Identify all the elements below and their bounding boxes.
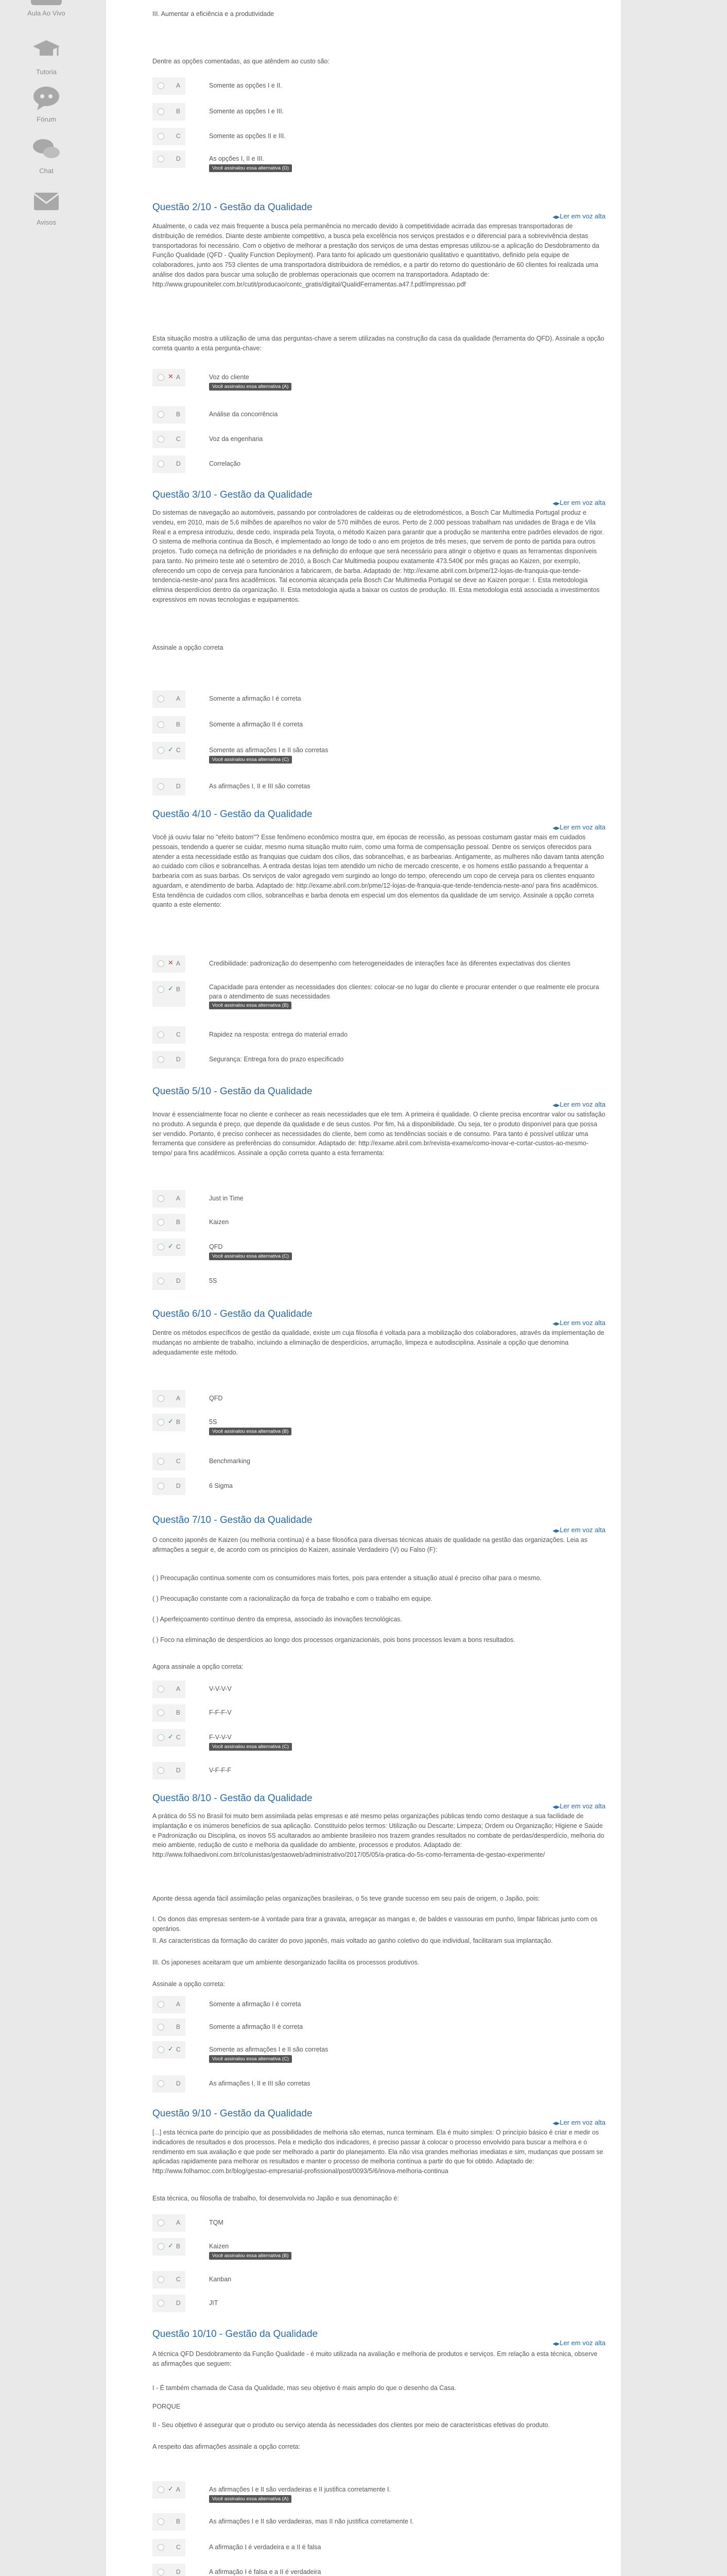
option-d[interactable]: D As opções I, II e III. Você assinalou essa alternativa (D) [152, 150, 605, 168]
option-b[interactable]: ✓ B Kaizen Você assinalou essa alternativa (B) [152, 2238, 605, 2256]
option-text: Somente a afirmação II é correta [209, 2023, 303, 2030]
main-content [106, 0, 621, 2576]
option-text: TQM [209, 2219, 223, 2226]
option-a[interactable]: A Somente a afirmação I é correta [152, 1996, 605, 2013]
radio-button[interactable] [158, 411, 164, 418]
mail-icon [31, 185, 62, 216]
radio-button[interactable] [158, 2001, 164, 2008]
read-aloud-link[interactable]: ◀▶ Ler em voz alta [552, 1319, 605, 1327]
option-text: A afirmação I é falsa e a II é verdadeira [209, 2568, 321, 2575]
question-title: Questão 8/10 - Gestão da Qualidade [152, 1793, 313, 1804]
radio-button[interactable] [158, 1395, 164, 1402]
check-icon: ✓ [168, 745, 174, 753]
sidebar-item-live-class[interactable] [0, 0, 93, 17]
option-text: As afirmações I, II e III são corretas [209, 783, 310, 790]
selected-badge: Você assinalou essa alternativa (A) [209, 2495, 291, 2503]
read-aloud-link[interactable]: ◀▶ Ler em voz alta [552, 212, 605, 220]
question-prompt: Esta situação mostra a utilização de uma das perguntas-chave a serem utilizadas na construção da casa da qualidade (ferramenta do QFD). Assinale a opção correta quanto a esta pergunta-chave: [152, 335, 604, 352]
option-text: Kaizen [209, 1218, 229, 1226]
radio-button[interactable] [158, 696, 164, 702]
option-text: Somente as opções II e III. [209, 132, 286, 140]
radio-button[interactable] [158, 1195, 164, 1202]
option-text: Credibilidade: padronização do desempenho com heterogeneidades de interações face às diferentes expectativas dos clientes [209, 960, 570, 967]
radio-button[interactable] [158, 1278, 164, 1284]
question-prompt: Esta técnica, ou filosofia de trabalho, foi desenvolvida no Japão e sua denominação é: [152, 2195, 399, 2202]
option-a[interactable]: ✕ A Credibilidade: padronização do desempenho com heterogeneidades de interações face às diferentes expectativas dos clientes [152, 955, 605, 973]
radio-button[interactable] [158, 2243, 164, 2250]
radio-button[interactable] [158, 2219, 164, 2226]
selected-badge: Você assinalou essa alternativa (B) [209, 2252, 291, 2260]
option-c[interactable]: ✓ C QFD Você assinalou essa alternativa (C) [152, 1239, 605, 1256]
chat-icon [31, 134, 62, 165]
question-text: Inovar é essencialmente focar no cliente e conhecer as reais necessidades que ele tem. A primeira é qualidade. O cliente precisa encontrar valor ou satisfação no produto. A segunda é preço, que depende da qualidade e de seus custos. Por fim, há a disponibilidade. Ou seja, ter o produto disponível para que possa ser vendido. Portanto, é preciso conhecer as necessidades do cliente, bem como as tendências sociais e de consumo. Para tanto é possível utilizar uma ferramenta que considere as preferências do consumidor. Adaptado de: http://exame.abril.com.br/revista-exame/como-inovar-e-cortar-custos-ao-mesmo-tempo/ para fins acadêmicos. Assinale a opção correta quanto a esta ferramenta: [152, 1111, 605, 1157]
option-text: As afirmações I e II são verdadeiras, mas II não justifica corretamente I. [209, 2518, 414, 2525]
option-text: Somente a afirmação I é correta [209, 695, 301, 702]
option-text: F-F-F-V [209, 1709, 232, 1716]
option-text: Somente a afirmação I é correta [209, 2001, 301, 2008]
statement: ( ) Preocupação constante com a racionalização da força de trabalho e com o trabalho em equipe. [152, 1595, 433, 1602]
radio-button[interactable] [158, 1734, 164, 1741]
option-c[interactable]: C A afirmação I é verdadeira e a II é falsa [152, 2539, 605, 2556]
option-b[interactable]: B Análise da concorrência [152, 406, 605, 423]
option-text: V-F-F-F [209, 1767, 232, 1774]
tutor-icon [31, 35, 62, 66]
option-d[interactable]: D 6 Sigma [152, 1478, 605, 1495]
sidebar-item-label: Avisos [36, 218, 57, 226]
radio-button[interactable] [158, 1483, 164, 1489]
option-c[interactable]: C Rapidez na resposta: entrega do material errado [152, 1026, 605, 1044]
option-d[interactable]: D 5S [152, 1273, 605, 1290]
statement: ( ) Preocupação contínua somente com os consumidores mais fortes, pois para entender a situação atual é preciso olhar para o mesmo. [152, 1574, 542, 1582]
sidebar-item-label: Aula Ao Vivo [27, 9, 65, 17]
option-text: QFD [209, 1395, 223, 1402]
radio-button[interactable] [158, 108, 164, 115]
question-text: Dentre os métodos específicos de gestão da qualidade, existe um cuja filosofia é voltada para a mobilização dos colaboradores, através da implementação de mudanças no ambiente de trabalho, incluindo a eliminação de desperdícios, arrumação, limpeza e autodisciplina. Assinale a opção que denomina adequadamente este método. [152, 1329, 604, 1356]
option-text: Somente as afirmações I e II são corretas [209, 747, 328, 754]
sidebar [0, 0, 93, 2576]
radio-button[interactable] [158, 2300, 164, 2307]
selected-badge: Você assinalou essa alternativa (C) [209, 756, 292, 764]
radio-button[interactable] [158, 436, 164, 443]
check-icon: ✓ [168, 2242, 174, 2249]
option-text: Somente a afirmação II é correta [209, 721, 303, 728]
forum-icon [31, 82, 62, 113]
option-text: JIT [209, 2299, 218, 2307]
option-text: As afirmações I, II e III são corretas [209, 2080, 310, 2087]
question-text: A técnica QFD Desdobramento da Função Qualidade - é muito utilizada na avaliação e melhoria de produtos e serviços. Em relação a esta técnica, observe as afirmações que seguem: [152, 2350, 598, 2367]
read-aloud-link[interactable]: ◀▶ Ler em voz alta [552, 1802, 605, 1810]
radio-button[interactable] [158, 1031, 164, 1038]
option-c[interactable]: C Benchmarking [152, 1453, 605, 1470]
statement: II - Seu objetivo é assegurar que o produto ou serviço atenda às necessidades dos clientes por meio de características efetivas do produto. [152, 2421, 550, 2429]
option-text: Capacidade para entender as necessidades dos clientes: colocar-se no lugar do cliente e procurar entender o que realmente ele procura para o atendimento de suas necessidades [209, 984, 599, 1000]
selected-badge: Você assinalou essa alternativa (C) [209, 2055, 292, 2063]
option-b[interactable]: B Somente as opções I e III. [152, 103, 605, 121]
statement: ( ) Foco na eliminação de desperdícios ao longo dos processos organizacionais, pois bons processos levam a bons resultados. [152, 1636, 515, 1643]
option-b[interactable]: B As afirmações I e II são verdadeiras, mas II não justifica corretamente I. [152, 2513, 605, 2531]
option-b[interactable]: ✓ B 5S Você assinalou essa alternativa (B) [152, 1414, 605, 1431]
option-text: As afirmações I e II são verdadeiras e II justifica corretamente I. [209, 2486, 391, 2493]
check-icon: ✓ [168, 985, 174, 992]
question-text: A prática do 5S no Brasil foi muito bem assimilada pelas empresas e até mesmo pelas organizações públicas tendo como destaque a sua facilidade de implantação e os inúmeros benefícios de sua aplicação. Constituído pelos termos: Utilização ou Descarte; Limpeza; Ordem ou Organização; Higiene e Saúde e Padronização ou Disciplina, os inovos 5S acultarados ao ambiente brasileiro nos trazem grandes resultados no combate de perdas/desperdício, melhoria do meio ambiente, redução de custo e melhoria da qualidade do ambiente, processos e produtos. Adaptado de: http://www.folhaedivoni.com.br/colunistas/gestaoweb/administrativo/2017/05/05/a-pratica-do-5s-como-ferramenta-de-gestao-experimente/ [152, 1812, 604, 1858]
statement: I. Os donos das empresas sentem-se à vontade para tirar a gravata, arregaçar as mangas e, de baldes e vassouras em punho, limpar fábricas junto com os operários. [152, 1916, 598, 1933]
option-c[interactable]: C Kanban [152, 2271, 605, 2289]
option-d[interactable]: D As afirmações I, II e III são corretas [152, 778, 605, 795]
radio-button[interactable] [158, 1244, 164, 1250]
option-a[interactable]: ✕ A Voz do cliente Você assinalou essa alternativa (A) [152, 369, 605, 386]
sidebar-item-label: Fórum [37, 115, 56, 123]
option-b[interactable]: B Somente a afirmação II é correta [152, 2019, 605, 2036]
option-text: Correlação [209, 460, 241, 467]
radio-button[interactable] [158, 2569, 164, 2575]
radio-button[interactable] [158, 1419, 164, 1426]
live-class-icon [31, 0, 62, 5]
radio-button[interactable] [158, 747, 164, 754]
selected-badge: Você assinalou essa alternativa (D) [209, 164, 292, 172]
option-text: Benchmarking [209, 1458, 250, 1465]
radio-button[interactable] [158, 783, 164, 790]
option-a[interactable]: A TQM [152, 2214, 605, 2232]
wrong-icon: ✕ [168, 959, 174, 967]
option-b[interactable]: ✓ B Capacidade para entender as necessidades dos clientes: colocar-se no lugar do cliente e procurar entender o que realmente ele procura para o atendimento de suas necessidades Você assinalou essa alternativa (B) [152, 981, 605, 1007]
option-d[interactable]: D As afirmações I, II e III são corretas [152, 2075, 605, 2093]
sidebar-item-label: Tutoria [36, 68, 57, 76]
radio-button[interactable] [158, 2518, 164, 2525]
option-text: Segurança: Entrega fora do prazo especificado [209, 1056, 344, 1063]
option-text: 6 Sigma [209, 1482, 233, 1489]
option-text: A afirmação I é verdadeira e a II é falsa [209, 2544, 321, 2551]
statement: Aponte dessa agenda fácil assimilação pelas organizações brasileiras, o 5s teve grande sucesso em seu país de origem, o Japão, pois: [152, 1895, 540, 1902]
sidebar-item-label: Chat [39, 167, 54, 175]
selected-badge: Você assinalou essa alternativa (C) [209, 1252, 292, 1260]
selected-badge: Você assinalou essa alternativa (A) [209, 383, 291, 391]
option-text: Kaizen [209, 2243, 229, 2250]
question-text: [...] esta técnica parte do princípio que as possibilidades de melhoria são eternas, nunca terminam. Ela é muito simples: O princípio básico é criar e medir os indicadores de resultados e dos processos. Pela e medição dos indicadores, é preciso passar à colocar o processo envolvido para buscar a melhora e o rendimento em sua avaliação e que pode ser melhorado a partir do planejamento. Ela não visa grandes melhorias imediatas e sim, mudanças que possam se aplicadas rapidamente para melhorar os resultados e manter o processo de melhoria contínua a partir do que foi obtido. Adaptado de: http://www.folhamoc.com.br/blog/gestao-empresarial-profissional/post/0093/5/6/inova-melhoria-continua [152, 2129, 603, 2175]
option-text: Somente as afirmações I e II são corretas [209, 2046, 328, 2053]
option-text: F-V-V-V [209, 1734, 232, 1741]
option-d[interactable]: D Segurança: Entrega fora do prazo especificado [152, 1051, 605, 1069]
option-d[interactable]: D Correlação [152, 455, 605, 473]
question-title: Questão 3/10 - Gestão da Qualidade [152, 489, 313, 500]
option-text: Análise da concorrência [209, 411, 278, 418]
question-text: Você já ouviu falar no "efeito batom"? Esse fenômeno econômico mostra que, em épocas de recessão, as pessoas costumam gastar mais em cuidados pessoais, tendendo a querer se cuidar, mesmo numa situação muito ruim, como uma forma de compensação pessoal. Dentre os serviços oferecidos para atender a esta necessidade estão as franquias que cuidam dos cílios, das sobrancelhas, e as barbearias. Antigamente, as mulheres não davam tanta atenção ao cuidado com cílios e sobrancelhas. A entrada destas lojas tem atendido um nicho de mercado crescente, e os homens estão passando a frequentar a barbearia com as suas barbas. Os serviços de valor agregado vem surgindo ao longo do tempo, oferecendo um copo de cerveja para os clientes enquanto aguardam, e atendimento de barba. Adaptado de: http://exame.abril.com.br/pme/12-lojas-de-franquia-que-tende-tendencia-neste-ano/ para fins acadêmicos. Esta tendência de cuidados com cílios, sobrancelhas e barba denota em especial um dos elementos da qualidade de um serviço. Assinale a opção correta quanto a este elemento: [152, 834, 604, 909]
option-c[interactable]: ✓ C Somente as afirmações I e II são corretas Você assinalou essa alternativa (C) [152, 742, 605, 759]
read-aloud-link[interactable]: ◀▶ Ler em voz alta [552, 499, 605, 506]
radio-button[interactable] [158, 2276, 164, 2283]
read-aloud-link[interactable]: ◀▶ Ler em voz alta [552, 1526, 605, 1534]
option-d[interactable]: D JIT [152, 2295, 605, 2312]
statement: PORQUE [152, 2403, 181, 2410]
option-b[interactable]: B Kaizen [152, 1214, 605, 1231]
option-text: Rapidez na resposta: entrega do material errado [209, 1031, 348, 1038]
radio-button[interactable] [158, 461, 164, 467]
option-text: V-V-V-V [209, 1685, 232, 1692]
option-text: Somente as opções I e II. [209, 82, 282, 89]
option-text: Just in Time [209, 1195, 244, 1202]
option-b[interactable]: B F-F-F-V [152, 1704, 605, 1722]
question-prompt: Assinale a opção correta: [152, 1980, 226, 1988]
option-text: As opções I, II e III. [209, 155, 264, 162]
statement: III. Os japoneses aceitaram que um ambiente desorganizado facilita os processos produtivos. [152, 1959, 420, 1966]
option-c[interactable]: C Somente as opções II e III. [152, 128, 605, 145]
option-text: 5S [209, 1277, 217, 1284]
sidebar-item-notices[interactable] [0, 185, 93, 226]
radio-button[interactable] [158, 986, 164, 993]
option-c[interactable]: C Voz da engenharia [152, 431, 605, 448]
read-aloud-link[interactable]: ◀▶ Ler em voz alta [552, 823, 605, 831]
question-text: III. Aumentar a eficiência e a produtividade [152, 10, 274, 18]
read-aloud-link[interactable]: ◀▶ Ler em voz alta [552, 2339, 605, 2347]
question-title: Questão 4/10 - Gestão da Qualidade [152, 809, 313, 820]
option-a[interactable]: A V-V-V-V [152, 1681, 605, 1698]
radio-button[interactable] [158, 1219, 164, 1226]
question-title: Questão 6/10 - Gestão da Qualidade [152, 1309, 313, 1319]
option-text: Somente as opções I e III. [209, 108, 284, 115]
radio-button[interactable] [158, 2486, 164, 2493]
radio-button[interactable] [158, 721, 164, 728]
radio-button[interactable] [158, 156, 164, 162]
option-d[interactable]: D V-F-F-F [152, 1762, 605, 1780]
question-text: Atualmente, o cada vez mais frequente a busca pela permanência no mercado devido à competitividade acirrada das empresas transportadoras de distribuição de remédios. Diante deste ambiente competitivo, a busca pela excelência nos serviços prestados e o diferencial para a sobrevivência destas transportadoras foi necessário. Com o objetivo de melhorar a prestação dos serviços de uma destas empresas utilizou-se a aplicação do Desdobramento da Função Qualidade (QFD - Quality Function Deployment). Para tanto foi aplicado um questionário qualitativo e quantitativo, definido pela equipe de colaboradores, junto aos 753 clientes de uma transportadora distribuidora de remédios, e a partir do retorno do questionário de 60 clientes foi realizada uma análise dos dados para buscar uma solução de problemas operacionais que ocorrem na transportadora. Adaptado de: http://www.grupouniteler.com.br/cutit/producao/contc_gratis/digital/QualidFerramentas.a47.f.pdf/impressao.pdf [152, 223, 599, 288]
option-d[interactable]: D A afirmação I é falsa e a II é verdadeira [152, 2564, 605, 2576]
option-a[interactable]: A QFD [152, 1390, 605, 1408]
read-aloud-link[interactable]: ◀▶ Ler em voz alta [552, 1100, 605, 1108]
option-a[interactable]: A Somente a afirmação I é correta [152, 690, 605, 708]
option-text: Kanban [209, 2276, 232, 2283]
radio-button[interactable] [158, 1458, 164, 1465]
selected-badge: Você assinalou essa alternativa (C) [209, 1743, 292, 1751]
statement: I - É também chamada de Casa da Qualidade, mas seu objetivo é mais amplo do que o desenho da Casa. [152, 2384, 456, 2392]
option-a[interactable]: A Somente as opções I e II. [152, 77, 605, 95]
check-icon: ✓ [168, 2045, 174, 2053]
radio-button[interactable] [158, 133, 164, 140]
radio-button[interactable] [158, 2080, 164, 2087]
sidebar-item-chat[interactable] [0, 134, 93, 175]
question-text: Do sistemas de navegação ao automóveis, passando por controladores de caldeiras ou de eletrodomésticos, a Bosch Car Multimedia Portugal produz e vendeu, em 2010, mais de 5,6 milhões de aparelhos no valor de 570 milhões de euros. Perto de 2.000 pessoas trabalham nas unidades de Braga e de Vila Real e a empresa introduziu, desde cedo, inspirada pela Toyota, o método Kaizen para garantir que a produção se mantenha entre padrões elevados de rigor. O sistema de melhoria contínua da Bosch, é implementado ao longo de todo o ano em projetos de três meses, que servem de ponto de partida para outros projetos. Tudo começa na definição de prioridades e na definição do enfoque que será necessário para atingir o objetivo e quais as ferramentas disponíveis para tanto. No primeiro teste até o setembro de 2010, a Bosch Car Multimedia poupou exatamente 473.540€ por mês graças ao Kaizen, por exemplo, oferecendo um copo de cerveja para funcionários a fabricarem, de barba. Adaptado de: http://exame.abril.com.br/pme/12-lojas-de-franquia-que-tende-tendencia-neste-ano/ para fins acadêmicos. Tal economia alcançada pela Bosch Car Multimedia Portugal se deve ao Kaizen porque: I. Esta metodologia elimina desperdícios dentro da organização. II. Esta metodologia ajuda a baixar os custos de produção. III. Esta metodologia está associada a investimentos expressivos em novas tecnologias e equipamentos. [152, 509, 604, 603]
option-b[interactable]: B Somente a afirmação II é correta [152, 716, 605, 734]
option-a[interactable]: A Just in Time [152, 1190, 605, 1208]
option-text: Voz da engenharia [209, 435, 263, 443]
check-icon: ✓ [168, 1733, 174, 1740]
option-a[interactable]: ✓ A As afirmações I e II são verdadeiras e II justifica corretamente I. Você assinalou essa alternativa (A) [152, 2481, 605, 2499]
question-prompt: Dentre as opções comentadas, as que atêndem ao custo são: [152, 58, 330, 65]
radio-button[interactable] [158, 2024, 164, 2030]
radio-button[interactable] [158, 2544, 164, 2551]
question-title: Questão 10/10 - Gestão da Qualidade [152, 2329, 318, 2340]
sidebar-item-tutor[interactable] [0, 35, 93, 76]
check-icon: ✓ [168, 1417, 174, 1425]
radio-button[interactable] [158, 1686, 164, 1692]
radio-button[interactable] [158, 1767, 164, 1774]
question-text: O conceito japonês de Kaizen (ou melhoria contínua) é a base filosófica para diversas técnicas atuais de qualidade na gestão das organizações. Leia as afirmações a seguir e, de acordo com os princípios do Kaizen, assinale Verdadeiro (V) ou Falso (F): [152, 1536, 587, 1553]
question-title: Questão 9/10 - Gestão da Qualidade [152, 2108, 313, 2119]
option-text: Voz do cliente [209, 374, 249, 381]
radio-button[interactable] [158, 2046, 164, 2053]
question-title: Questão 2/10 - Gestão da Qualidade [152, 202, 313, 213]
statement: ( ) Aperfeiçoamento contínuo dentro da empresa, associado às inovações tecnológicas. [152, 1616, 403, 1623]
radio-button[interactable] [158, 1056, 164, 1063]
question-prompt: Assinale a opção correta [152, 644, 223, 651]
question-title: Questão 5/10 - Gestão da Qualidade [152, 1086, 313, 1097]
question-prompt: Agora assinale a opção correta: [152, 1663, 244, 1670]
selected-badge: Você assinalou essa alternativa (B) [209, 1428, 291, 1435]
option-text: QFD [209, 1243, 223, 1250]
check-icon: ✓ [168, 2485, 174, 2493]
option-text: 5S [209, 1418, 217, 1426]
selected-badge: Você assinalou essa alternativa (B) [209, 1002, 291, 1009]
sidebar-item-forum[interactable] [0, 82, 93, 123]
radio-button[interactable] [158, 1709, 164, 1716]
option-c[interactable]: ✓ C Somente as afirmações I e II são corretas Você assinalou essa alternativa (C) [152, 2041, 605, 2059]
read-aloud-link[interactable]: ◀▶ Ler em voz alta [552, 2119, 605, 2126]
statement: II. As características da formação do caráter do povo japonês, mais voltado ao ganho coletivo do que individual, facilitaram sua implantação. [152, 1937, 553, 1944]
check-icon: ✓ [168, 1242, 174, 1250]
option-c[interactable]: ✓ C F-V-V-V Você assinalou essa alternativa (C) [152, 1729, 605, 1747]
question-prompt: A respeito das afirmações assinale a opção correta: [152, 2443, 300, 2450]
radio-button[interactable] [158, 960, 164, 967]
wrong-icon: ✕ [168, 372, 174, 380]
question-title: Questão 7/10 - Gestão da Qualidade [152, 1515, 313, 1526]
radio-button[interactable] [158, 374, 164, 381]
radio-button[interactable] [158, 82, 164, 89]
